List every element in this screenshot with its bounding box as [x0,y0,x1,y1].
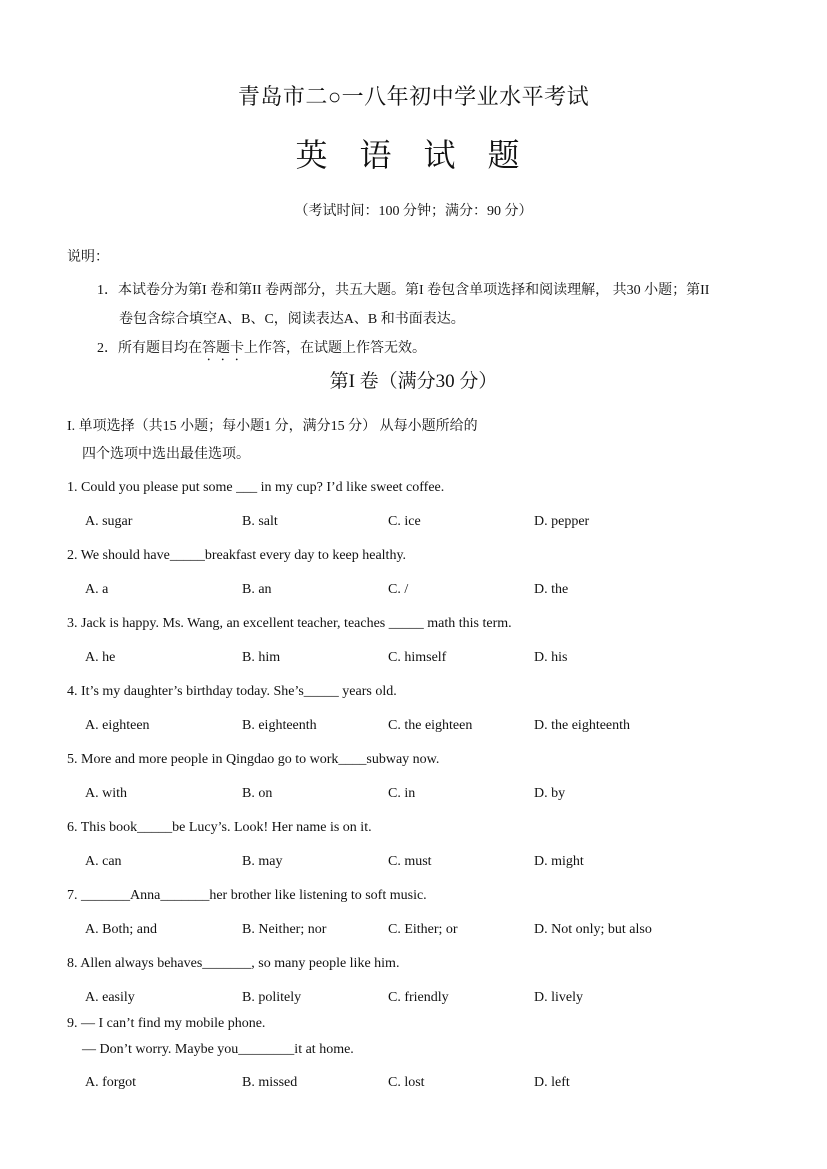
question-5-option-c: C. in [388,786,416,801]
notes-label: 说明： [67,250,109,265]
subject-title: 英 语 试 题 [295,137,532,173]
question-8-option-a: A. easily [85,990,135,1005]
note-1-line-2: 卷包含综合填空A、B、C，阅读表达A、B 和书面表达。 [119,312,465,327]
question-2-stem: 2. We should have_____breakfast every day to keep healthy. [67,548,407,563]
question-7-option-d: D. Not only; but also [534,922,652,937]
question-8-option-d: D. lively [534,990,583,1005]
exam-info: （考试时间：100 分钟；满分：90 分） [294,204,533,219]
question-5-option-d: D. by [534,786,566,801]
question-1-option-a: A. sugar [85,514,133,529]
question-1-option-c: C. ice [388,514,421,529]
note-2-emphasis: 答题卡 [202,341,244,356]
question-1-option-b: B. salt [242,514,278,529]
question-5-stem: 5. More and more people in Qingdao go to work____subway now. [67,752,440,767]
exam-title: 青岛市二○一八年初中学业水平考试 [237,84,590,109]
question-2-option-c: C. / [388,582,409,597]
question-8-option-b: B. politely [242,990,302,1005]
question-5-option-b: B. on [242,786,273,801]
question-8-stem: 8. Allen always behaves_______, so many people like him. [67,956,400,971]
question-4-option-d: D. the eighteenth [534,718,631,733]
question-1-option-d: D. pepper [534,514,590,529]
question-6-option-d: D. might [534,854,584,869]
question-4-option-a: A. eighteen [85,718,150,733]
question-3-option-d: D. his [534,650,568,665]
note-2-post: 上作答，在试题上作答无效。 [244,341,426,356]
question-3-option-a: A. he [85,650,116,665]
question-2-option-b: B. an [242,582,272,597]
question-7-stem: 7. _______Anna_______her brother like listening to soft music. [67,888,427,903]
note-2 [97,337,426,364]
question-3-option-c: C. himself [388,650,447,665]
question-9-option-a: A. forgot [85,1075,137,1090]
question-7-option-a: A. Both; and [85,922,157,937]
question-4-option-c: C. the eighteen [388,718,473,733]
question-9-option-b: B. missed [242,1075,298,1090]
question-3-option-b: B. him [242,650,281,665]
question-9-option-c: C. lost [388,1075,425,1090]
question-9-line-2: — Don’t worry. Maybe you________it at home. [82,1042,354,1057]
note-2-pre: 2．所有题目均在 [97,341,202,356]
question-9-line-1: 9. — I can’t find my mobile phone. [67,1016,266,1031]
question-2-option-a: A. a [85,582,109,597]
question-4-option-b: B. eighteenth [242,718,317,733]
question-4-stem: 4. It’s my daughter’s birthday today. She’s_____ years old. [67,684,397,699]
question-7-option-c: C. Either; or [388,922,458,937]
question-7-option-b: B. Neither; nor [242,922,327,937]
section-title: 第I 卷（满分30 分） [329,371,498,392]
question-3-stem: 3. Jack is happy. Ms. Wang, an excellent teacher, teaches _____ math this term. [67,616,512,631]
question-5-option-a: A. with [85,786,127,801]
question-2-option-d: D. the [534,582,569,597]
question-6-stem: 6. This book_____be Lucy’s. Look! Her name is on it. [67,820,372,835]
question-1-stem: 1. Could you please put some ___ in my cup? I’d like sweet coffee. [67,480,445,495]
note-1-line-1: 1．本试卷分为第I 卷和第II 卷两部分，共五大题。第I 卷包含单项选择和阅读理解， 共30 小题；第II [97,283,710,298]
question-8-option-c: C. friendly [388,990,449,1005]
question-6-option-a: A. can [85,854,122,869]
question-6-option-b: B. may [242,854,283,869]
question-9-option-d: D. left [534,1075,570,1090]
part-instructions-line-1: I. 单项选择（共15 小题；每小题1 分，满分15 分） 从每小题所给的 [67,419,478,434]
part-instructions-line-2: 四个选项中选出最佳选项。 [82,447,250,462]
question-6-option-c: C. must [388,854,432,869]
